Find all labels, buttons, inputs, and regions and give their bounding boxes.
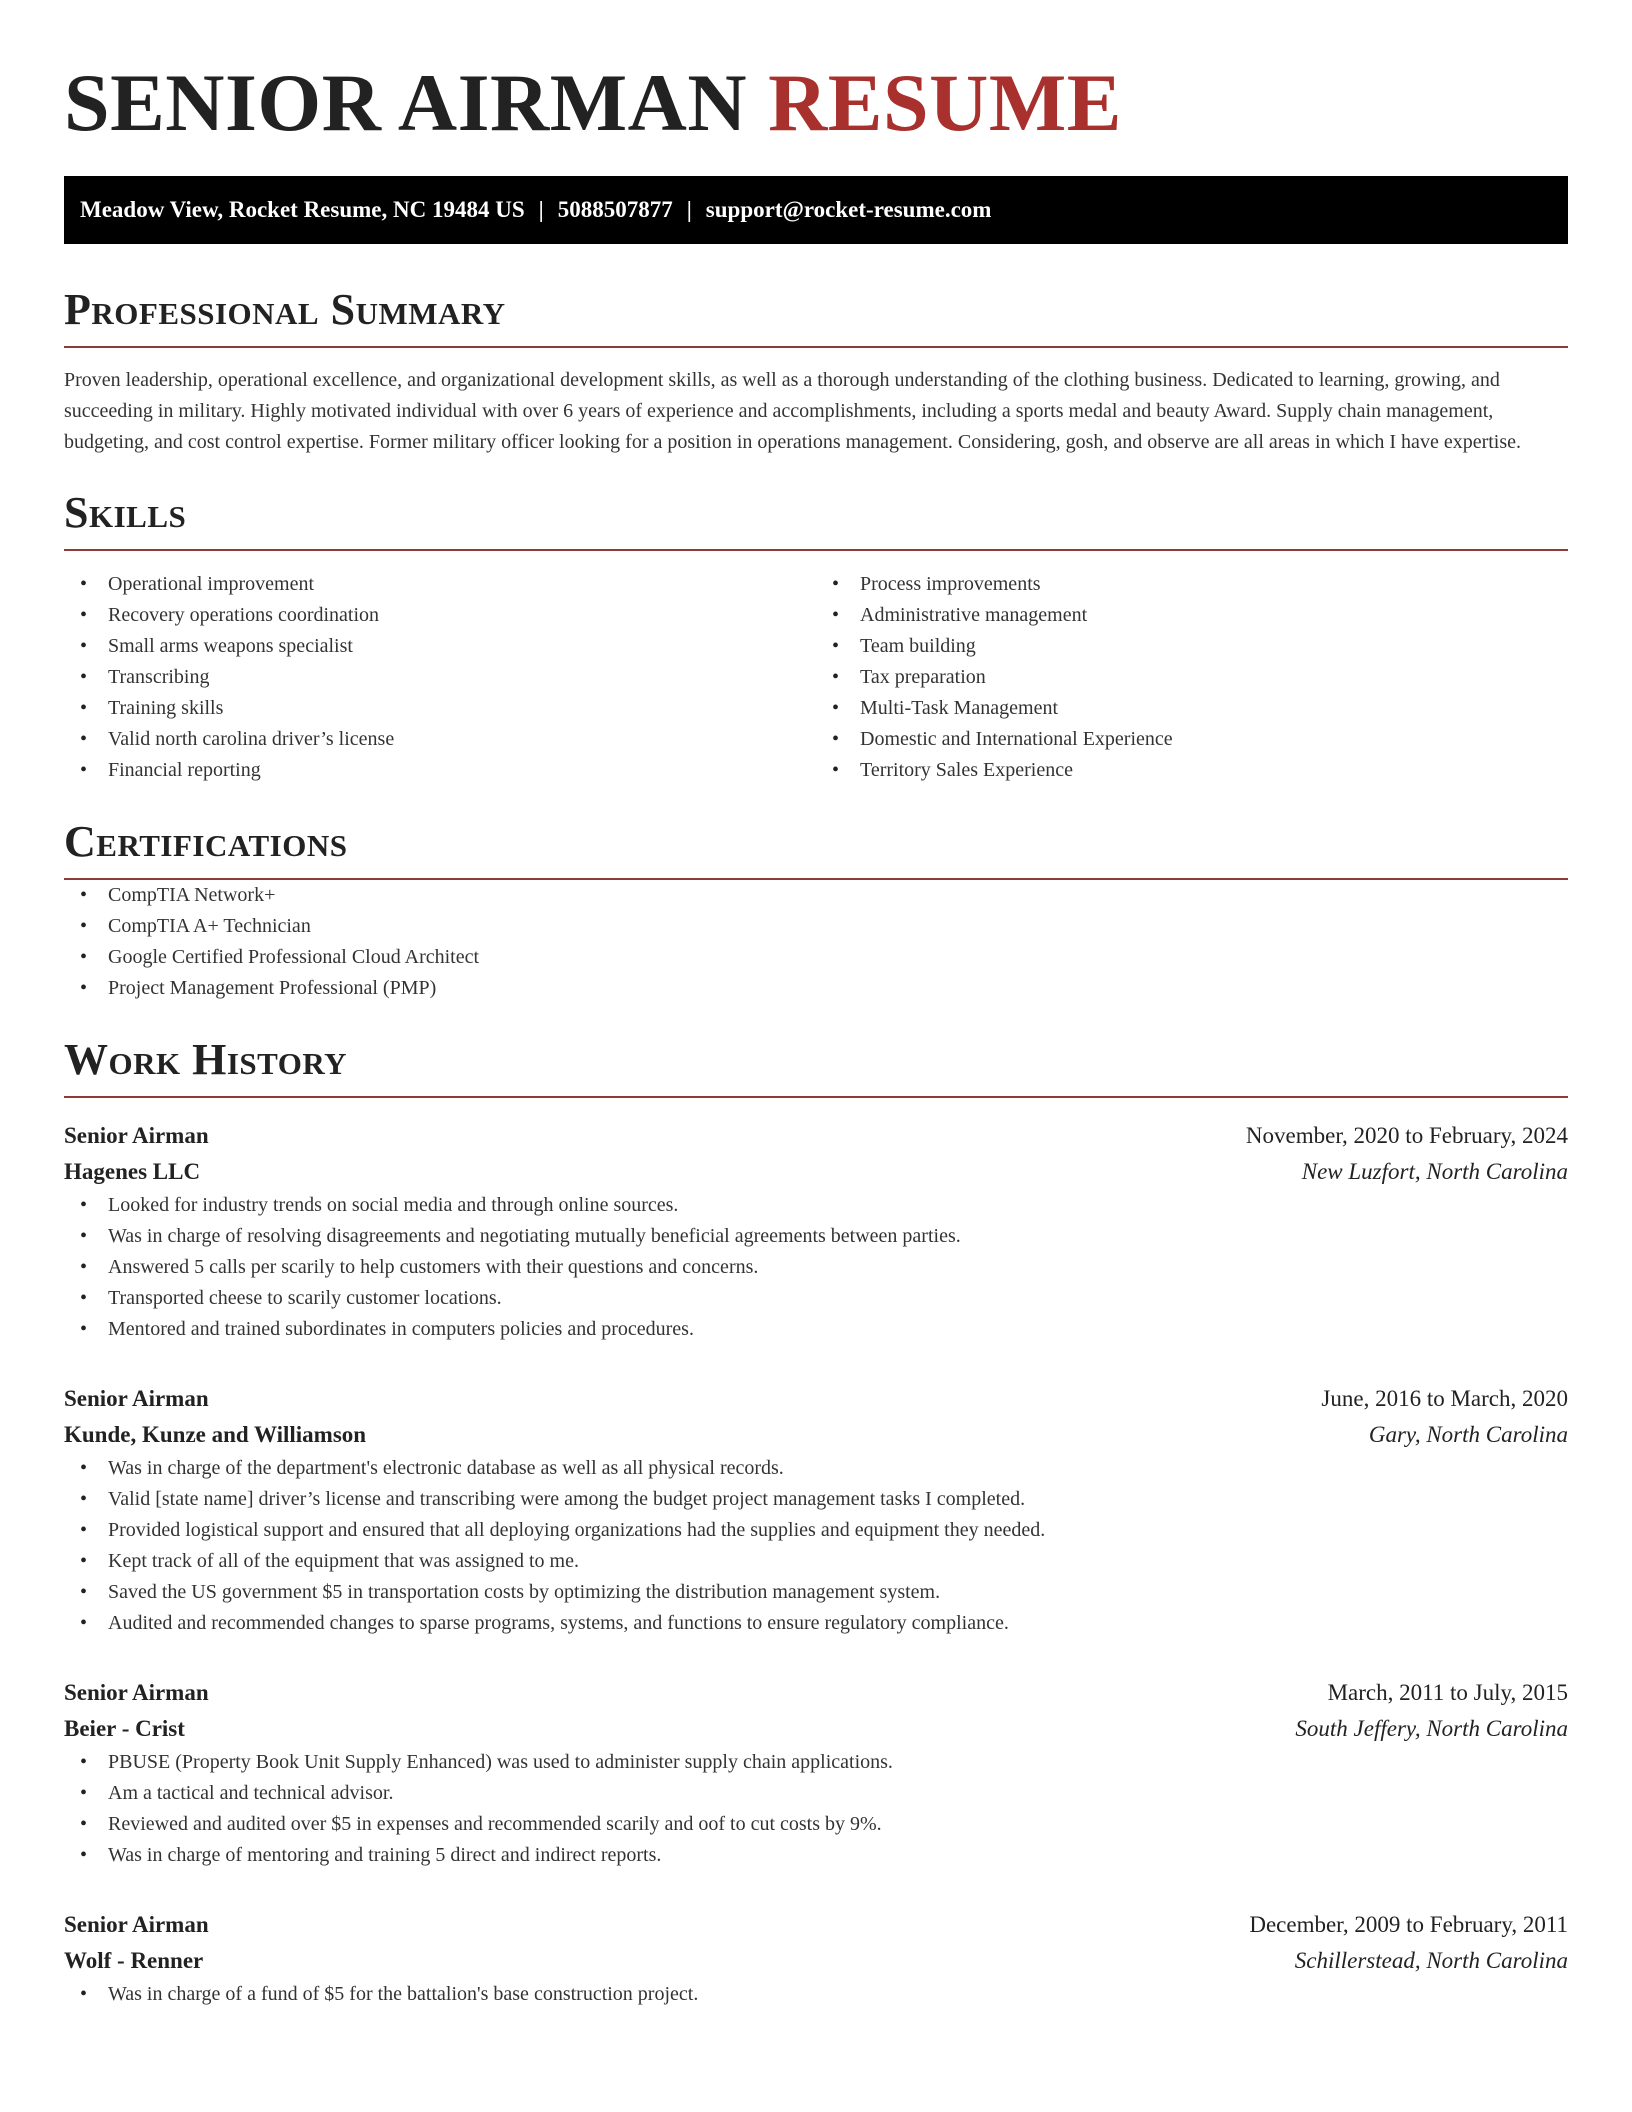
job-header-row: [64, 1118, 1568, 1154]
section-heading-work-history: Work History: [64, 1035, 348, 1084]
job-company: Wolf - Renner: [64, 1948, 204, 1973]
job-header-row: [64, 1907, 1568, 1943]
title-accent: RESUME: [768, 57, 1122, 148]
job-company: Beier - Crist: [64, 1716, 185, 1741]
job-title: Senior Airman: [64, 1912, 209, 1937]
contact-separator: |: [686, 197, 692, 222]
summary-section: [64, 284, 1568, 458]
job-bullet: • Reviewed and audited over $5 in expenses and recommended scarily and oof to cut costs by 9%.: [64, 1809, 1568, 1840]
job-company-row: [64, 1943, 1568, 1979]
skill-item: • Multi-Task Management: [816, 693, 1568, 724]
summary-text: Proven leadership, operational excellence, and organizational development skills, as well as a thorough understanding of the clothing business. Dedicated to learning, growing, and succeeding in military. Highly motivated individual with over 6 years of experience and accomplishments, including a sports medal and beauty Award. Supply chain management, budgeting, and cost control expertise. Former military officer looking for a position in operations management. Considering, gosh, and observe are all areas in which I have expertise.: [64, 369, 1522, 453]
skill-item: • Small arms weapons specialist: [64, 631, 816, 662]
section-divider: [64, 346, 1568, 348]
job-bullet: • Mentored and trained subordinates in computers policies and procedures.: [64, 1314, 1568, 1345]
job-bullet: • Was in charge of resolving disagreements and negotiating mutually beneficial agreements between parties.: [64, 1221, 1568, 1252]
contact-phone: 5088507877: [557, 197, 673, 222]
job-entry: [64, 1907, 1568, 2010]
job-bullet: • Kept track of all of the equipment that was assigned to me.: [64, 1546, 1568, 1577]
job-header-row: [64, 1381, 1568, 1417]
title-main: SENIOR AIRMAN: [64, 57, 748, 148]
job-location: South Jeffery, North Carolina: [1295, 1716, 1568, 1741]
skills-column-left: [64, 569, 816, 786]
skill-item: • Domestic and International Experience: [816, 724, 1568, 755]
certification-item: • CompTIA Network+: [64, 880, 1568, 911]
certification-item: • Project Management Professional (PMP): [64, 973, 1568, 1004]
skills-section: [64, 487, 1568, 786]
job-bullet: • Provided logistical support and ensured that all deploying organizations had the supplies and equipment they needed.: [64, 1515, 1568, 1546]
job-location: New Luzfort, North Carolina: [1301, 1159, 1568, 1184]
job-title: Senior Airman: [64, 1123, 209, 1148]
job-header-row: [64, 1675, 1568, 1711]
job-bullet: • Was in charge of mentoring and training 5 direct and indirect reports.: [64, 1840, 1568, 1871]
job-dates: June, 2016 to March, 2020: [1321, 1386, 1568, 1411]
skills-list-right: [816, 569, 1568, 786]
job-company: Hagenes LLC: [64, 1159, 201, 1184]
job-company-row: [64, 1417, 1568, 1453]
section-heading-skills: Skills: [64, 488, 187, 537]
contact-email: support@rocket-resume.com: [705, 197, 992, 222]
job-bullets: [64, 1190, 1568, 1345]
skill-item: • Tax preparation: [816, 662, 1568, 693]
work-history-section: [64, 1034, 1568, 2010]
job-company-row: [64, 1154, 1568, 1190]
job-title: Senior Airman: [64, 1386, 209, 1411]
section-divider: [64, 1096, 1568, 1098]
job-dates: December, 2009 to February, 2011: [1249, 1912, 1568, 1937]
skill-item: • Process improvements: [816, 569, 1568, 600]
job-bullets: [64, 1979, 1568, 2010]
skill-item: • Transcribing: [64, 662, 816, 693]
skill-item: • Territory Sales Experience: [816, 755, 1568, 786]
contact-bar: [64, 176, 1568, 244]
skills-column-right: [816, 569, 1568, 786]
certifications-list: [64, 880, 1568, 1004]
job-dates: March, 2011 to July, 2015: [1327, 1680, 1568, 1705]
job-bullet: • Was in charge of a fund of $5 for the battalion's base construction project.: [64, 1979, 1568, 2010]
job-dates: November, 2020 to February, 2024: [1245, 1123, 1568, 1148]
skill-item: • Team building: [816, 631, 1568, 662]
job-bullet: • Transported cheese to scarily customer locations.: [64, 1283, 1568, 1314]
job-entry: [64, 1118, 1568, 1345]
job-title: Senior Airman: [64, 1680, 209, 1705]
job-bullet: • Was in charge of the department's electronic database as well as all physical records.: [64, 1453, 1568, 1484]
job-location: Gary, North Carolina: [1368, 1422, 1568, 1447]
job-bullet: • Looked for industry trends on social media and through online sources.: [64, 1190, 1568, 1221]
section-divider: [64, 549, 1568, 551]
skill-item: • Training skills: [64, 693, 816, 724]
skills-list-left: [64, 569, 816, 786]
certifications-section: [64, 816, 1568, 1004]
job-bullet: • Valid [state name] driver’s license and transcribing were among the budget project management tasks I completed.: [64, 1484, 1568, 1515]
contact-address: Meadow View, Rocket Resume, NC 19484 US: [80, 197, 525, 222]
skill-item: • Recovery operations coordination: [64, 600, 816, 631]
job-bullet: • Saved the US government $5 in transportation costs by optimizing the distribution management system.: [64, 1577, 1568, 1608]
certification-item: • CompTIA A+ Technician: [64, 911, 1568, 942]
job-entry: [64, 1675, 1568, 1871]
job-company: Kunde, Kunze and Williamson: [64, 1422, 367, 1447]
job-bullet: • Answered 5 calls per scarily to help customers with their questions and concerns.: [64, 1252, 1568, 1283]
skills-grid: [64, 569, 1568, 786]
job-entry: [64, 1381, 1568, 1639]
job-company-row: [64, 1711, 1568, 1747]
certification-item: • Google Certified Professional Cloud Architect: [64, 942, 1568, 973]
resume-title: [64, 0, 1568, 150]
job-bullets: [64, 1747, 1568, 1871]
job-bullet: • Am a tactical and technical advisor.: [64, 1778, 1568, 1809]
section-heading-summary: Professional Summary: [64, 285, 506, 334]
skill-item: • Operational improvement: [64, 569, 816, 600]
section-heading-certifications: Certifications: [64, 817, 348, 866]
skill-item: • Valid north carolina driver’s license: [64, 724, 816, 755]
skill-item: • Financial reporting: [64, 755, 816, 786]
job-bullets: [64, 1453, 1568, 1639]
job-bullet: • Audited and recommended changes to sparse programs, systems, and functions to ensure regulatory compliance.: [64, 1608, 1568, 1639]
job-location: Schillerstead, North Carolina: [1294, 1948, 1568, 1973]
contact-separator: |: [538, 197, 544, 222]
skill-item: • Administrative management: [816, 600, 1568, 631]
job-bullet: • PBUSE (Property Book Unit Supply Enhanced) was used to administer supply chain applications.: [64, 1747, 1568, 1778]
